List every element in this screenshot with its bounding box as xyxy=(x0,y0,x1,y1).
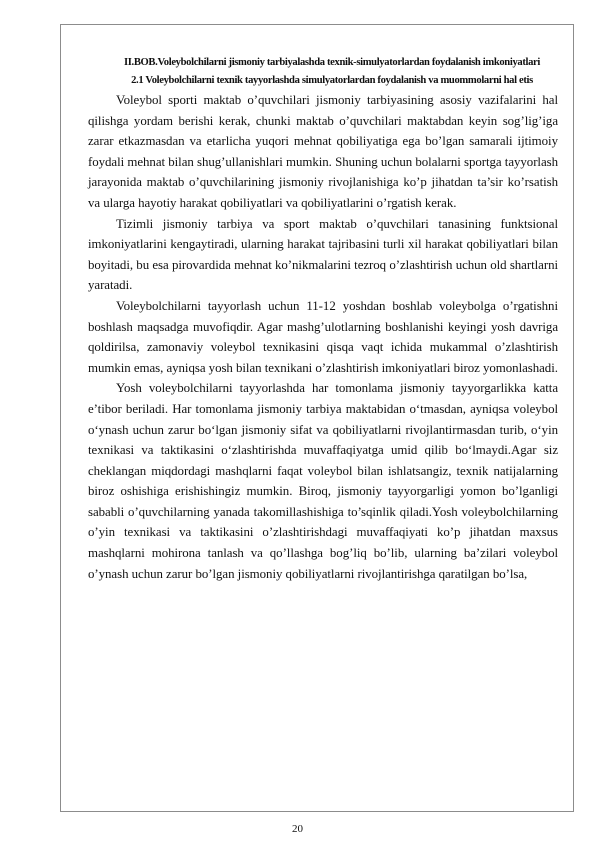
paragraph-3: Voleybolchilarni tayyorlash uchun 11-12 yoshdan boshlab voleybolga o’rgatishni boshlash maqsadga muvofiqdir. Agar mashg’ulotlarning boshlanishi keyingi yosh davriga qoldirilsa, zamonaviy voleybol texnikasini qisqa vaqt ichida mukammal o’zlashtirish mumkin emas, ayniqsa yosh bilan texnikani o’zlashtirish imkoniyatlari biroz yomonlashadi. xyxy=(88,298,558,375)
document-body xyxy=(88,54,558,584)
paragraph-4: Yosh voleybolchilarni tayyorlashda har tomonlama jismoniy tayyorgarlikka katta e’tibor beriladi. Har tomonlama jismoniy tarbiya maktabidan oʻtmasdan, ayniqsa voleybol oʻynash uchun zarur boʻlgan jismoniy sifat va qobiliyatlarni rivojlantirmasdan turib, oʻyin texnikasi va taktikasini oʻzlashtirishda muvaffaqiyatga umid qilib boʻlmaydi.Agar siz cheklangan miqdordagi mashqlarni faqat voleybol bilan ishlatsangiz, texnik natijalarning biroz oshishiga erishishingiz mumkin. Biroq, jismoniy tayyorgarligi yomon bo’lganligi sababli o’quvchilarning yanada takomillashishiga to’sqinlik qiladi.Yosh voleybolchilarning o’yin texnikasi va taktikasini o’zlashtirishdagi muvaffaqiyati ko’p jihatdan maxsus mashqlarni mohirona tanlash va qo’llashga bog’liq bo’lib, ularning ba’zilari voleybol o’ynash uchun zarur bo’lgan jismoniy qobiliyatlarni rivojlantirishga qaratilgan bo’lsa, xyxy=(88,381,558,581)
paragraph-1: Voleybol sporti maktab o’quvchilari jismoniy tarbiyasining asosiy vazifalarini hal qilishga yordam berishi kerak, chunki maktab o’quvchilari maktabdan keyin sog’lig’iga zarar etkazmasdan va etarlicha yuqori mehnat qobiliyatiga ega bo’lgan samarali ijtimoiy foydali mehnat bilan shug’ullanishlari mumkin. Shuning uchun bolalarni sportga tayyorlash jarayonida maktab o’quvchilarining jismoniy rivojlanishiga ko’p jihatdan ta’sir ko’rsatish va ularga hayotiy harakat qobiliyatlari va qobiliyatlarini o’rgatish kerak. xyxy=(88,93,558,210)
page-number: 20 xyxy=(292,823,303,835)
chapter-heading: II.BOB.Voleybolchilarni jismoniy tarbiyalashda texnik-simulyatorlardan foydalanish imkoniyatlari xyxy=(123,57,540,68)
paragraph-2: Tizimli jismoniy tarbiya va sport maktab o’quvchilari tanasining funktsional imkoniyatlarini kengaytiradi, ularning harakat tajribasini turli xil harakat qobiliyatlari bilan boyitadi, bu esa pirovardida mehnat ko’nikmalarini tezroq o’zlashtirish uchun old shartlarni yaratadi. xyxy=(88,216,558,293)
section-heading: 2.1 Voleybolchilarni texnik tayyorlashda simulyatorlardan foydalanish va muommolarni hal etis xyxy=(131,75,533,86)
